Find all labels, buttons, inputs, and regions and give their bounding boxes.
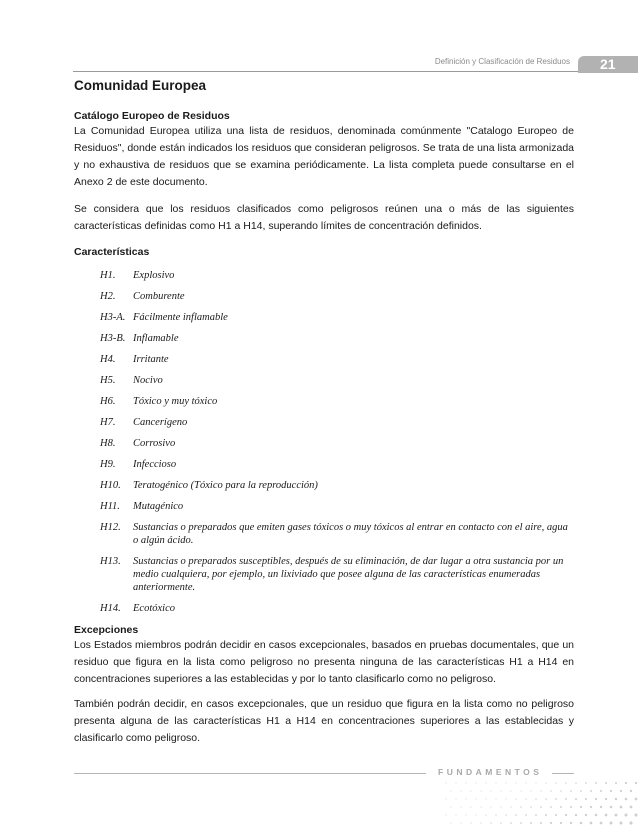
decorative-dot [505,782,506,783]
decorative-dot [575,814,577,816]
characteristic-text: Sustancias o preparados susceptibles, después de su eliminación, de dar lugar a otra sustancia por un medio cualquiera, por ejemplo, un lixiviado que posee alguna de las características enumeradas anteriormente. [133,556,564,593]
decorative-dot [525,814,527,816]
characteristic-item [100,500,574,513]
decorative-dot [590,790,592,792]
decorative-dot [595,798,597,800]
decorative-dot [585,782,587,784]
decorative-dot [540,822,542,824]
decorative-dot [490,790,491,791]
page-title: Comunidad Europea [74,78,207,93]
characteristic-text: Nocivo [133,375,163,386]
characteristic-item [100,374,574,387]
catalog-paragraph: La Comunidad Europea utiliza una lista de residuos, denominada comúnmente "Catalogo Europeo de Residuos", donde están indicados los residuos que consideran peligrosos. Se trata de una lista armonizada y no exhaustiva de residuos que se examina periódicamente. La lista completa puede consultarse en el Anexo 2 de este documento. [74,125,574,188]
decorative-dot [470,822,471,823]
decorative-dot [485,782,486,783]
decorative-dot [495,798,496,799]
decorative-dot [450,806,451,807]
decorative-dot [535,798,536,799]
decorative-dot [600,790,602,792]
characteristic-item [100,602,574,615]
characteristic-code: H12. [100,522,121,533]
characteristic-item [100,290,574,303]
decorative-dot [580,806,582,808]
characteristic-text: Tóxico y muy tóxico [133,396,218,407]
characteristic-item [100,458,574,471]
decorative-dot [600,806,602,808]
page-number: 21 [600,56,616,72]
decorative-dot [545,814,547,816]
exceptions-paragraph-2: También podrán decidir, en casos excepcionales, que un residuo que figura en la lista como no peligroso presenta alguna de las características H1 a H14 en concentraciones superiores a las establecidas y clasificarlo como peligroso. [74,698,574,744]
decorative-dot [605,798,607,800]
decorative-dot [540,806,542,808]
running-title: Definición y Clasificación de Residuos [434,57,570,66]
decorative-dot [475,798,476,799]
footer-rule-right [552,773,574,774]
decorative-dot [480,790,481,791]
catalog-heading: Catálogo Europeo de Residuos [74,110,230,122]
decorative-dot [485,798,486,799]
decorative-dot [520,806,521,807]
decorative-dot [575,798,577,800]
decorative-dot [585,798,587,800]
decorative-dot [485,814,486,815]
page-number-tab [578,56,638,73]
characteristic-item [100,416,574,429]
decorative-dot [555,814,557,816]
decorative-dot [580,822,583,825]
decorative-dot [590,822,593,825]
characteristic-code: H7. [100,417,116,428]
decorative-dot [619,821,622,824]
footer-rule-left [74,773,426,774]
decorative-dot [495,782,496,783]
exceptions-paragraph-1: Los Estados miembros podrán decidir en casos excepcionales, basados en pruebas documentales, que un residuo que figura en la lista como peligroso no presenta ninguna de las características H1 a H14 en concentraciones superiores a las establecidas y por lo tanto clasificarlo como no peligroso. [74,639,574,685]
characteristic-code: H6. [100,396,116,407]
characteristic-code: H4. [100,354,116,365]
decorative-dot [550,806,552,808]
decorative-dot [445,782,446,783]
characteristic-item [100,479,574,492]
decorative-dot [555,782,556,783]
characteristic-text: Cancerígeno [133,417,188,428]
decorative-dot [490,822,491,823]
decorative-dot [630,806,633,809]
decorative-dot [445,814,446,815]
characteristics-heading: Características [74,246,150,258]
characteristic-code: H10. [100,480,121,491]
page-body [74,78,574,747]
decorative-dot [465,782,466,783]
decorative-dot [460,822,461,823]
decorative-dot [565,798,567,800]
characteristic-code: H3-B. [100,333,126,344]
decorative-dot [580,790,582,792]
decorative-dot [570,822,572,824]
characteristic-text: Infeccioso [133,459,177,470]
decorative-dot [550,790,551,791]
decorative-dot [560,790,562,792]
decorative-dot [590,806,592,808]
decorative-dot [610,822,613,825]
characteristic-code: H8. [100,438,116,449]
characteristics-list [100,269,574,615]
decorative-dot [575,782,577,784]
characteristic-text: Teratogénico (Tóxico para la reproducción) [133,480,318,491]
decorative-dot [495,814,496,815]
decorative-dot [515,814,517,816]
characteristic-text: Corrosivo [133,438,176,449]
decorative-dot [470,790,471,791]
footer-label: FUNDAMENTOS [438,767,543,777]
decorative-dot [450,790,451,791]
decorative-dot [610,790,612,792]
decorative-dot [560,822,562,824]
hazard-paragraph: Se considera que los residuos clasificados como peligrosos reúnen una o más de las siguientes características definidas como H1 a H14, superando límites de concentración definidos. [74,203,574,232]
decorative-dot [455,814,456,815]
characteristic-item [100,332,574,345]
decorative-dot [530,822,532,824]
decorative-dot [615,814,618,817]
decorative-dot [480,822,481,823]
decorative-dot [565,782,566,783]
characteristic-code: H3-A. [100,312,126,323]
decorative-dot [615,798,617,800]
decorative-dot [470,806,471,807]
characteristic-code: H2. [100,291,116,302]
decorative-dot [610,806,613,809]
decorative-dot [475,814,476,815]
characteristic-code: H9. [100,459,116,470]
decorative-dot [530,790,531,791]
decorative-dot [545,782,546,783]
decorative-dot [460,790,461,791]
decorative-dot [500,806,501,807]
decorative-dot [565,814,567,816]
decorative-dot [455,798,456,799]
decorative-dot [605,782,607,784]
decorative-dot [570,806,572,808]
decorative-dot [635,798,638,801]
decorative-dot [510,790,511,791]
decorative-dot [475,782,476,783]
decorative-dot [550,822,552,824]
decorative-dot [535,814,537,816]
characteristic-text: Irritante [133,354,169,365]
decorative-dot [445,798,446,799]
characteristic-text: Explosivo [133,270,175,281]
decorative-dot [460,806,461,807]
decorative-dot [635,782,637,784]
header-rule [73,71,578,72]
decorative-dot [555,798,557,800]
decorative-dot [620,806,623,809]
decorative-dot [505,814,506,815]
decorative-dot [515,782,516,783]
decorative-dot [625,814,628,817]
decorative-dot [620,790,622,792]
characteristic-text: Ecotóxico [133,603,175,614]
decorative-dot [530,806,532,808]
decorative-dot [455,782,456,783]
characteristic-item [100,395,574,408]
decorative-dot [595,782,597,784]
decorative-dot [480,806,481,807]
decorative-dot [605,814,608,817]
characteristic-code: H5. [100,375,116,386]
characteristic-text: Mutagénico [133,501,184,512]
decorative-dot [625,798,628,801]
characteristic-item [100,437,574,450]
decorative-dot [525,782,526,783]
decorative-dot [465,814,466,815]
characteristic-item [100,311,574,324]
characteristic-code: H1. [100,270,116,281]
characteristic-text: Inflamable [133,333,179,344]
characteristic-text: Comburente [133,291,185,302]
decorative-dot [525,798,526,799]
decorative-dot [625,782,627,784]
characteristic-text: Fácilmente inflamable [133,312,228,323]
decorative-dot [450,822,451,823]
decorative-dot [615,782,617,784]
decorative-dot [600,822,603,825]
decorative-dot [520,822,522,824]
decorative-dot [520,790,521,791]
characteristic-code: H14. [100,603,121,614]
decorative-dot [465,798,466,799]
characteristic-item [100,555,574,594]
decorative-dot [545,798,547,800]
decorative-dot [500,822,502,824]
decorative-dot [630,790,632,792]
decorative-dot-pattern [440,778,638,826]
decorative-dot [634,813,637,816]
characteristic-item [100,353,574,366]
decorative-dot [535,782,536,783]
characteristic-text: Sustancias o preparados que emiten gases tóxicos o muy tóxicos al entrar en contacto con el aire, agua o algún ácido. [133,522,568,546]
decorative-dot [540,790,541,791]
page-header [73,56,638,72]
decorative-dot [629,821,632,824]
decorative-dot [560,806,562,808]
exceptions-heading: Excepciones [74,624,139,636]
decorative-dot [500,790,501,791]
characteristic-item [100,269,574,282]
characteristic-item [100,521,574,547]
decorative-dot [595,814,598,817]
decorative-dot [585,814,587,816]
decorative-dot [510,806,511,807]
decorative-dot [490,806,491,807]
decorative-dot [515,798,516,799]
decorative-dot [505,798,506,799]
characteristic-code: H13. [100,556,121,567]
characteristic-code: H11. [100,501,120,512]
decorative-dot [510,822,512,824]
decorative-dot [570,790,572,792]
